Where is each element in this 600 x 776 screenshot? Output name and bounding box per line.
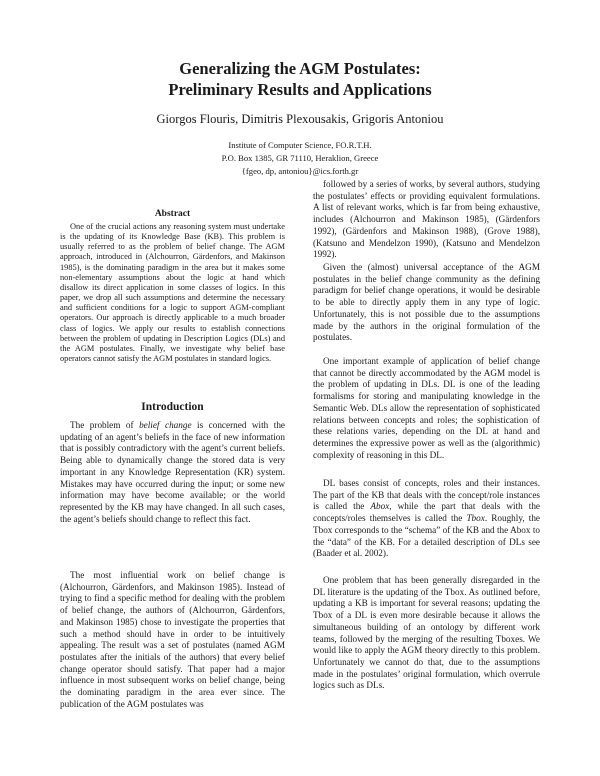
intro-p6-text-end: . Roughly, the Tbox corresponds to the “schema” of the KB and the Abox to the “data” of the KB. For a detailed description of DLs see (Baader et al. 2002). xyxy=(313,513,540,559)
intro-paragraph-7: One problem that has been generally disregarded in the DL literature is the updating of the Tbox. As outlined before, updating a KB is important for several reasons; updating the Tbox of a DL is even more desirable because it allows the simultaneous building of an ontology by different work teams, followed by the merging of the resulting Tboxes. We would like to apply the AGM theory directly to this problem. Unfortunately we cannot do that, due to the assumptions made in the postulates’ original formulation, which overrule logics such as DLs. xyxy=(313,575,540,691)
belief-change-term: belief change xyxy=(139,420,192,430)
introduction-heading: Introduction xyxy=(141,401,204,413)
paper-title-line2: Preliminary Results and Applications xyxy=(168,80,432,99)
author-list: Giorgos Flouris, Dimitris Plexousakis, Grigoris Antoniou xyxy=(156,112,444,126)
intro-p1-text-start: The problem of xyxy=(70,420,140,430)
intro-paragraph-2: The most influential work on belief change is (Alchourron, Gärdenfors, and Makinson 1985). Instead of trying to find a specific method for dealing with the problem of belief change, the authors of (Alchourron, Gärdenfors, and Makinson 1985) chose to investigate the properties that such a method should have in order to be intuitively appealing. The result was a set of postulates (named AGM postulates after the initials of the authors) that every belief change operator should satisfy. That paper had a major influence in most subsequent works on belief change, being the dominating paradigm in the area ever since. The publication of the AGM postulates was xyxy=(60,570,285,709)
abox-term: Abox xyxy=(370,501,390,512)
tbox-term: Tbox xyxy=(466,513,485,524)
intro-paragraph-1 xyxy=(60,420,285,525)
intro-p1-text-end: is concerned with the updating of an agent’s beliefs in the face of new information that is possibly contradictory with the agent’s current beliefs. Being able to dynamically change the stored data is very important in any Knowledge Representation (KR) system. Mistakes may have occurred during the input; or some new information may have become available; or the world represented by the KB may have changed. In all such cases, the agent’s beliefs should change to reflect this fact. xyxy=(60,420,285,524)
paper-title-line1: Generalizing the AGM Postulates: xyxy=(179,59,421,78)
affiliation-institute: Institute of Computer Science, FO.R.T.H. xyxy=(228,140,372,150)
intro-paragraph-4: Given the (almost) universal acceptance of the AGM postulates in the belief change community as the defining paradigm for belief change operations, it would be desirable to be able to directly apply them in any type of logic. Unfortunately, this is not possible due to the assumptions made by the authors in the original formulation of the postulates. xyxy=(313,262,540,343)
intro-paragraph-3: followed by a series of works, by several authors, studying the postulates’ effects or providing equivalent formulations. A list of relevant works, which is far from being exhaustive, includes (Alchourron and Makinson 1985), (Gärdenfors 1992), (Gärdenfors and Makinson 1988), (Grove 1988), (Katsuno and Mendelzon 1990), (Katsuno and Mendelzon 1992). xyxy=(313,179,540,260)
affiliation-emails: {fgeo, dp, antoniou}@ics.forth.gr xyxy=(241,166,359,176)
affiliation-address: P.O. Box 1385, GR 71110, Heraklion, Greece xyxy=(221,153,379,163)
intro-paragraph-6 xyxy=(313,478,540,560)
intro-paragraph-5: One important example of application of belief change that cannot be directly accommodated by the AGM model is the problem of updating in DLs. DL is one of the leading formalisms for storing and manipulating knowledge in the Semantic Web. DLs allow the representation of sophisticated relations between concepts and roles; the sophistication of these relations varies, depending on the DL at hand and determines the expressive power as well as the (algorithmic) complexity of reasoning in this DL. xyxy=(313,356,540,460)
abstract-text: One of the crucial actions any reasoning system must undertake is the updating of its Knowledge Base (KB). This problem is usually referred to as the problem of belief change. The AGM approach, introduced in (Alchourron, Gärdenfors, and Makinson 1985), is the dominating paradigm in the area but it makes some non-elementary assumptions about the logic at hand which disallow its direct application in some classes of logics. In this paper, we drop all such assumptions and determine the necessary and sufficient conditions for a logic to support AGM-compliant operators. Our approach is directly applicable to a much broader class of logics. We apply our results to establish connections between the problem of updating in Description Logics (DLs) and the AGM postulates. Finally, we investigate why belief base operators cannot satisfy the AGM postulates in standard logics. xyxy=(60,222,285,364)
abstract-heading: Abstract xyxy=(154,209,191,219)
intro-p6-text-mid: , while the part that deals with the concepts/roles themselves is called the xyxy=(313,501,540,524)
intro-p6-text-start: DL bases consist of concepts, roles and their instances. The part of the KB that deals with the concept/role instances is called the xyxy=(313,478,540,512)
